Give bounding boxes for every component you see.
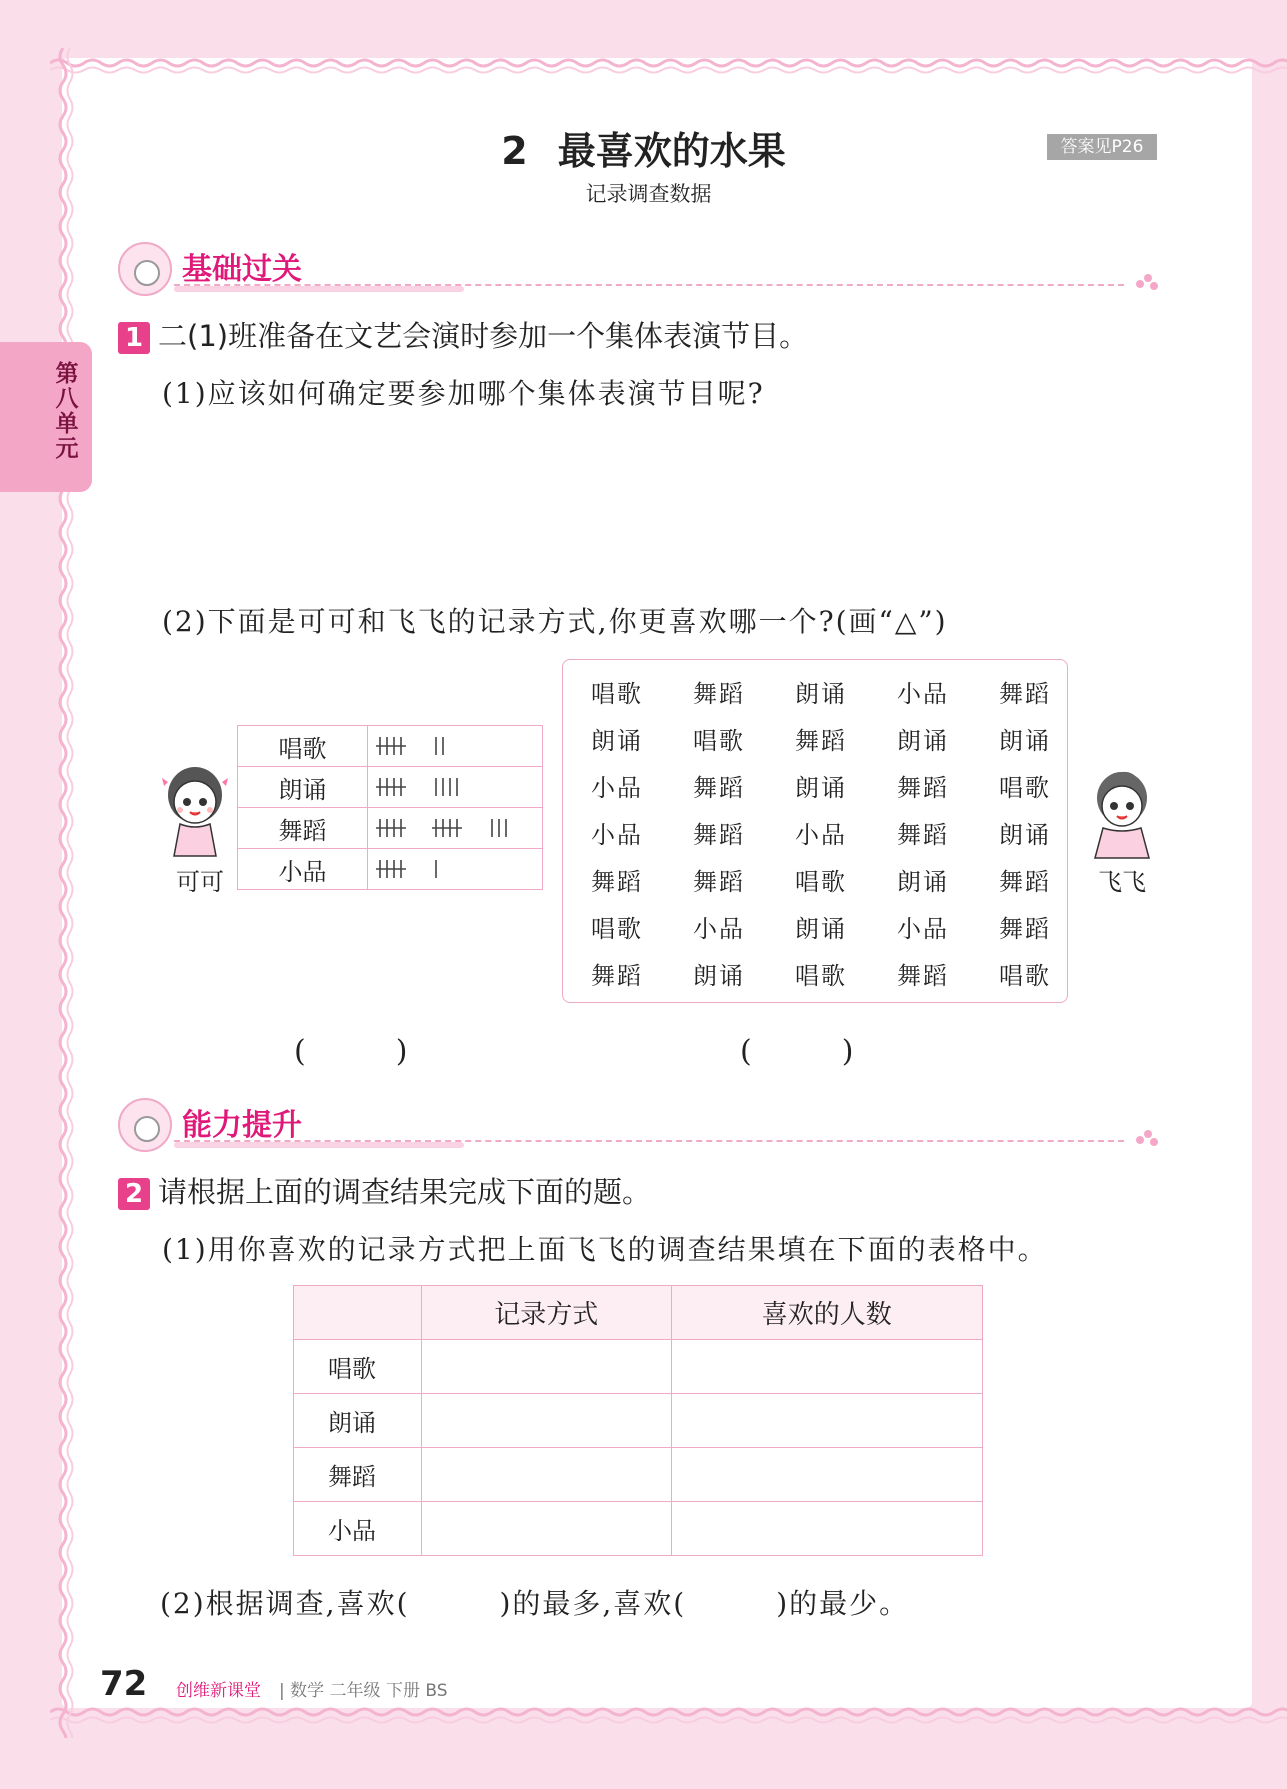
grid-cell: 唱歌 <box>795 962 847 990</box>
question-1-part-2: (2)下面是可可和飞飞的记录方式,你更喜欢哪一个?(画“△”) <box>162 605 948 638</box>
tally-category-label: 朗诵 <box>238 767 368 808</box>
question-2-text: 请根据上面的调查结果完成下面的题。 <box>158 1175 652 1209</box>
grid-cell: 舞蹈 <box>999 868 1051 896</box>
unit-side-tab <box>0 342 92 492</box>
tally-marks-icon <box>376 734 536 758</box>
lesson-number: 2 <box>501 129 528 173</box>
wavy-border-left <box>48 48 78 1738</box>
table-row <box>238 767 543 808</box>
question-number-badge: 2 <box>118 1178 150 1210</box>
method-input-cell[interactable] <box>422 1502 672 1556</box>
grid-row <box>563 674 1069 714</box>
grid-cell: 舞蹈 <box>693 680 745 708</box>
grid-cell: 朗诵 <box>591 727 643 755</box>
tally-category-label: 小品 <box>238 849 368 890</box>
grid-row <box>563 956 1069 996</box>
grid-cell: 舞蹈 <box>591 962 643 990</box>
row-label: 唱歌 <box>294 1340 422 1394</box>
grid-cell: 朗诵 <box>999 821 1051 849</box>
grid-cell: 舞蹈 <box>999 915 1051 943</box>
tally-marks <box>368 767 543 808</box>
grid-row <box>563 862 1069 902</box>
page-subtitle: 记录调查数据 <box>585 182 712 206</box>
table-header-method: 记录方式 <box>422 1286 672 1340</box>
tally-category-label: 唱歌 <box>238 726 368 767</box>
grid-cell: 唱歌 <box>591 680 643 708</box>
question-1-text: 二(1)班准备在文艺会演时参加一个集体表演节目。 <box>158 319 809 353</box>
section-title: 基础过关 <box>182 252 302 287</box>
grid-cell: 朗诵 <box>795 774 847 802</box>
grid-cell: 朗诵 <box>693 962 745 990</box>
footer-book-info: | 数学 二年级 下册 BS <box>279 1681 448 1701</box>
tally-marks-icon <box>376 857 536 881</box>
section-title: 能力提升 <box>182 1108 302 1143</box>
lesson-title: 最喜欢的水果 <box>557 129 786 173</box>
page-number: 72 <box>100 1664 148 1704</box>
feifei-name-label: 飞飞 <box>1098 868 1146 896</box>
table-header-count: 喜欢的人数 <box>671 1286 982 1340</box>
table-row <box>238 808 543 849</box>
tally-category-label: 舞蹈 <box>238 808 368 849</box>
grid-cell: 小品 <box>897 680 949 708</box>
question-2-part-2[interactable]: (2)根据调查,喜欢( )的最多,喜欢( )的最少。 <box>160 1587 910 1620</box>
wavy-border-bottom <box>50 1700 1287 1730</box>
count-input-cell[interactable] <box>671 1502 982 1556</box>
tally-marks <box>368 726 543 767</box>
table-corner-cell <box>294 1286 422 1340</box>
wavy-border-top <box>50 48 1287 78</box>
result-fill-table <box>293 1285 983 1556</box>
keke-name-label: 可可 <box>176 868 224 896</box>
grid-row <box>563 815 1069 855</box>
kid-mascot-icon <box>118 1098 172 1152</box>
grid-cell: 朗诵 <box>897 868 949 896</box>
section-header-basic <box>118 236 1158 296</box>
unit-side-tab-label: 第八单元 <box>55 361 79 462</box>
row-label: 小品 <box>294 1502 422 1556</box>
grid-cell: 小品 <box>591 774 643 802</box>
table-row <box>294 1394 983 1448</box>
grid-cell: 唱歌 <box>693 727 745 755</box>
feifei-record-grid <box>562 659 1068 1003</box>
feifei-boy-icon <box>1087 762 1157 862</box>
answer-blank-feifei[interactable]: ( ) <box>740 1034 854 1069</box>
answer-blank-keke[interactable]: ( ) <box>294 1034 408 1069</box>
grid-cell: 朗诵 <box>795 915 847 943</box>
method-input-cell[interactable] <box>422 1394 672 1448</box>
keke-tally-table <box>237 725 543 890</box>
grid-cell: 唱歌 <box>999 774 1051 802</box>
grid-cell: 唱歌 <box>999 962 1051 990</box>
grid-cell: 舞蹈 <box>897 821 949 849</box>
table-row <box>294 1502 983 1556</box>
grid-cell: 朗诵 <box>795 680 847 708</box>
table-row <box>294 1448 983 1502</box>
footer-brand: 创维新课堂 <box>176 1681 261 1701</box>
question-number-badge: 1 <box>118 322 150 354</box>
grid-cell: 唱歌 <box>591 915 643 943</box>
decorative-dots-icon <box>1136 274 1160 290</box>
count-input-cell[interactable] <box>671 1394 982 1448</box>
tally-marks <box>368 849 543 890</box>
tally-marks-icon <box>376 816 536 840</box>
grid-cell: 小品 <box>897 915 949 943</box>
grid-cell: 朗诵 <box>999 727 1051 755</box>
grid-cell: 舞蹈 <box>897 962 949 990</box>
grid-cell: 舞蹈 <box>795 727 847 755</box>
count-input-cell[interactable] <box>671 1340 982 1394</box>
grid-cell: 小品 <box>591 821 643 849</box>
question-2-part-1: (1)用你喜欢的记录方式把上面飞飞的调查结果填在下面的表格中。 <box>162 1233 1048 1266</box>
grid-cell: 小品 <box>693 915 745 943</box>
table-row <box>238 726 543 767</box>
count-input-cell[interactable] <box>671 1448 982 1502</box>
row-label: 舞蹈 <box>294 1448 422 1502</box>
row-label: 朗诵 <box>294 1394 422 1448</box>
table-row <box>238 849 543 890</box>
section-header-advanced <box>118 1092 1158 1152</box>
grid-cell: 舞蹈 <box>693 868 745 896</box>
table-row <box>294 1340 983 1394</box>
grid-cell: 朗诵 <box>897 727 949 755</box>
sheep-mascot-icon <box>118 242 172 296</box>
grid-cell: 舞蹈 <box>591 868 643 896</box>
answer-reference-tag: 答案见P26 <box>1047 134 1157 160</box>
grid-row <box>563 721 1069 761</box>
keke-girl-icon <box>160 760 230 860</box>
question-1-part-1: (1)应该如何确定要参加哪个集体表演节目呢? <box>162 377 765 410</box>
grid-cell: 舞蹈 <box>693 821 745 849</box>
grid-cell: 唱歌 <box>795 868 847 896</box>
grid-row <box>563 909 1069 949</box>
grid-cell: 小品 <box>795 821 847 849</box>
grid-cell: 舞蹈 <box>999 680 1051 708</box>
tally-marks <box>368 808 543 849</box>
grid-cell: 舞蹈 <box>693 774 745 802</box>
tally-marks-icon <box>376 775 536 799</box>
method-input-cell[interactable] <box>422 1340 672 1394</box>
grid-cell: 舞蹈 <box>897 774 949 802</box>
grid-row <box>563 768 1069 808</box>
question-1 <box>118 314 808 355</box>
decorative-dots-icon <box>1136 1130 1160 1146</box>
question-2 <box>118 1170 651 1211</box>
method-input-cell[interactable] <box>422 1448 672 1502</box>
